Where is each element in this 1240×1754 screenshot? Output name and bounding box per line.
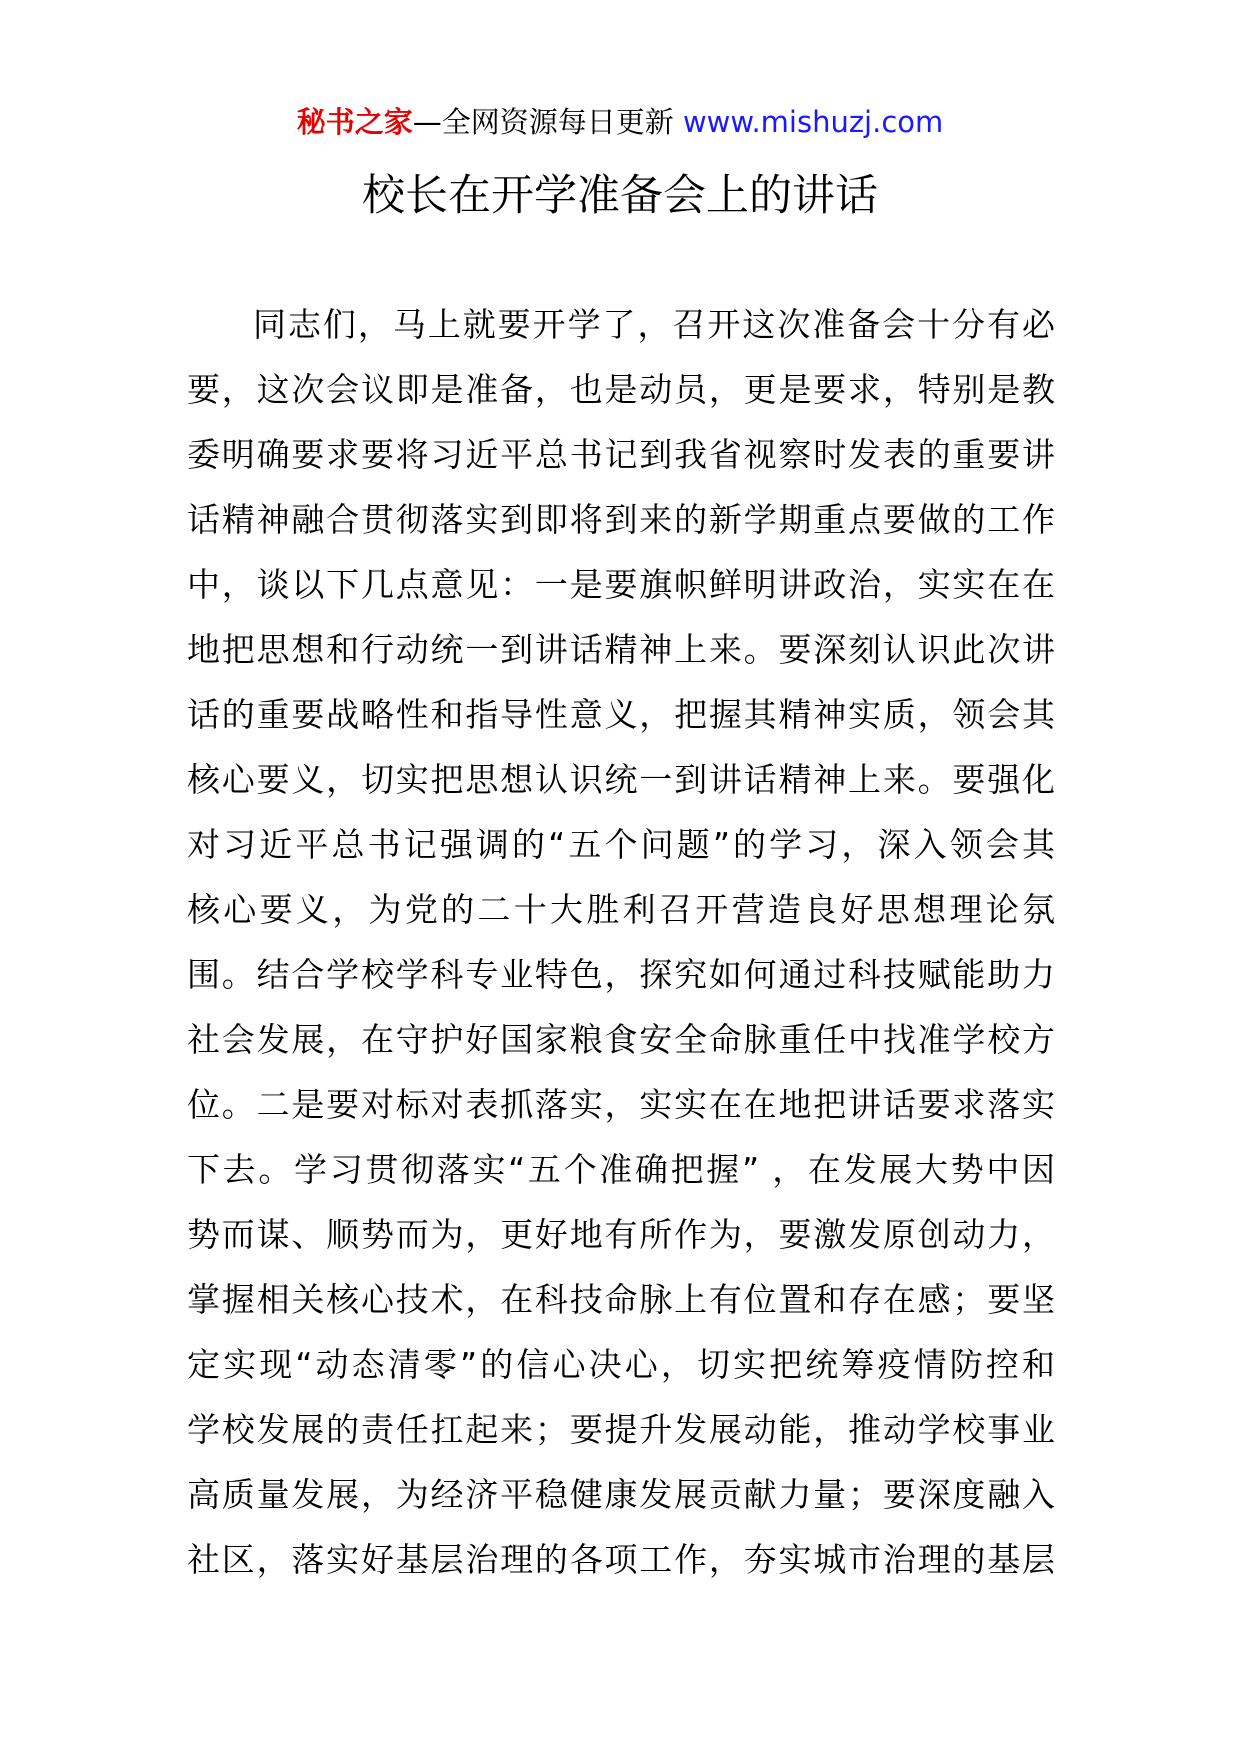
body-line: 要，这次会议即是准备，也是动员，更是要求，特别是教 <box>187 370 1055 409</box>
body-line: 话的重要战略性和指导性意义，把握其精神实质，领会其 <box>187 695 1055 734</box>
body-line: 话精神融合贯彻落实到即将到来的新学期重点要做的工作 <box>187 500 1055 539</box>
body-line: 位。二是要对标对表抓落实，实实在在地把讲话要求落实 <box>187 1085 1055 1124</box>
body-line: 围。结合学校学科专业特色，探究如何通过科技赋能助力 <box>187 955 1055 994</box>
body-line: 同志们，马上就要开学了，召开这次准备会十分有必 <box>253 305 1055 344</box>
body-line: 委明确要求要将习近平总书记到我省视察时发表的重要讲 <box>187 435 1055 474</box>
body-line: 中，谈以下几点意见：一是要旗帜鲜明讲政治，实实在在 <box>187 565 1055 604</box>
document-title: 校长在开学准备会上的讲话 <box>362 171 878 221</box>
body-line: 对习近平总书记强调的“五个问题”的学习，深入领会其 <box>187 825 1055 864</box>
body-line: 定实现“动态清零”的信心决心，切实把统筹疫情防控和 <box>187 1345 1055 1384</box>
body-line: 学校发展的责任扛起来；要提升发展动能，推动学校事业 <box>187 1410 1055 1449</box>
body-line: 高质量发展，为经济平稳健康发展贡献力量；要深度融入 <box>187 1475 1055 1514</box>
document-body <box>187 292 1055 1592</box>
body-line: 社会发展，在守护好国家粮食安全命脉重任中找准学校方 <box>187 1020 1055 1059</box>
body-line: 掌握相关核心技术，在科技命脉上有位置和存在感；要坚 <box>187 1280 1055 1319</box>
site-slogan: —全网资源每日更新 <box>412 105 674 139</box>
brand-name: 秘书之家 <box>296 105 413 139</box>
body-line: 势而谋、顺势而为，更好地有所作为，要激发原创动力， <box>187 1215 1055 1254</box>
body-line: 核心要义，为党的二十大胜利召开营造良好思想理论氛 <box>187 890 1055 929</box>
body-line: 地把思想和行动统一到讲话精神上来。要深刻认识此次讲 <box>187 630 1055 669</box>
body-line: 下去。学习贯彻落实“五个准确把握” ，在发展大势中因 <box>187 1150 1055 1189</box>
site-header <box>0 102 1240 142</box>
body-line: 核心要义，切实把思想认识统一到讲话精神上来。要强化 <box>187 760 1055 799</box>
body-line: 社区，落实好基层治理的各项工作，夯实城市治理的基层 <box>187 1540 1055 1579</box>
site-url-link[interactable]: www.mishuzj.com <box>682 105 944 139</box>
